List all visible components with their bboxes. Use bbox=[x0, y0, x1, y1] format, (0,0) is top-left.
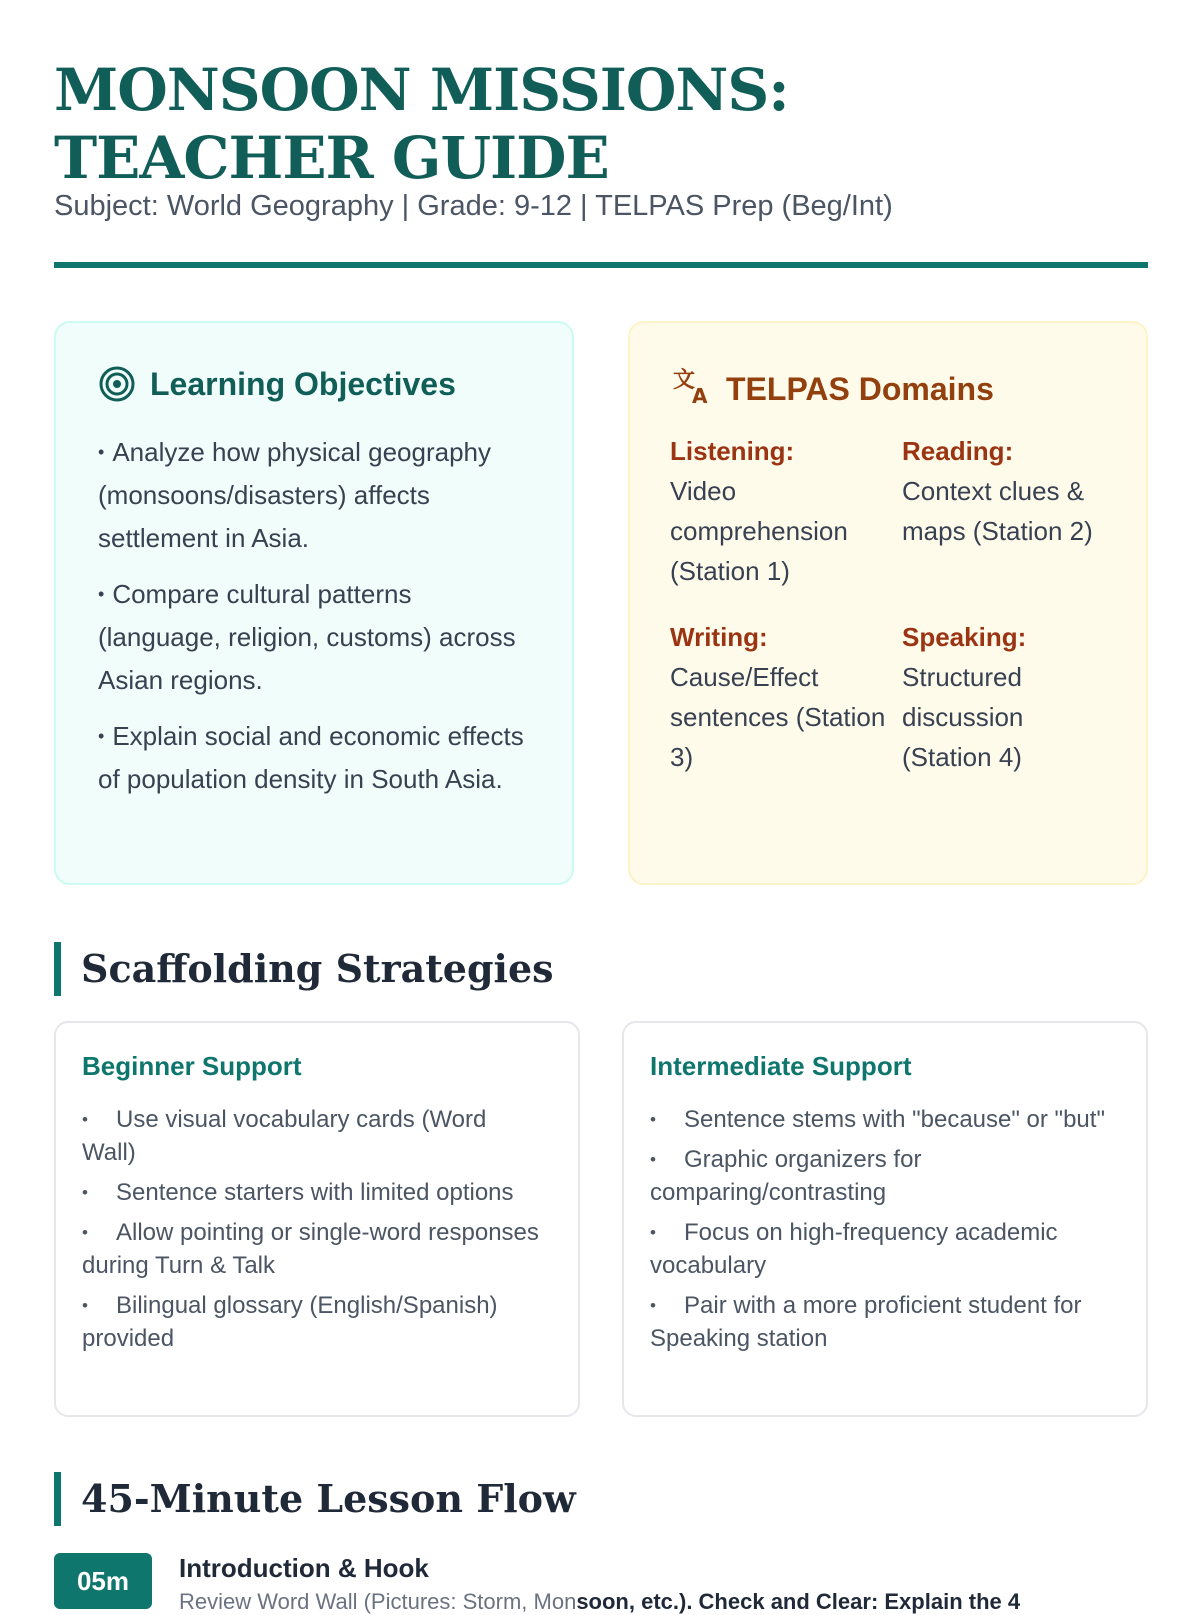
objective-item: • Analyze how physical geography (monsoons/disasters) affects settlement in Asia. bbox=[98, 437, 491, 553]
list-item: • Use visual vocabulary cards (Word Wall) bbox=[82, 1106, 487, 1166]
beginner-support-list bbox=[82, 1103, 542, 1362]
list-item: • Pair with a more proficient student for Speaking station bbox=[650, 1292, 1082, 1352]
objective-item: • Explain social and economic effects of population density in South Asia. bbox=[98, 721, 524, 794]
domain-speaking: Speaking: Structured discussion (Station 4) bbox=[902, 622, 1027, 772]
step-description: Review Word Wall (Pictures: Storm, Monsoon, etc.). Check and Clear: Explain the 4 bbox=[179, 1589, 1021, 1614]
telpas-domains-header bbox=[672, 365, 994, 413]
lesson-flow-heading: 45-Minute Lesson Flow bbox=[54, 1472, 576, 1526]
target-icon bbox=[98, 365, 136, 403]
header-divider bbox=[54, 262, 1148, 268]
telpas-domains-card bbox=[628, 321, 1148, 885]
domain-listening: Listening: Video comprehension (Station 1) bbox=[670, 436, 848, 586]
translate-icon bbox=[672, 365, 712, 413]
list-item: • Sentence stems with "because" or "but" bbox=[650, 1106, 1105, 1133]
time-badge: 05m bbox=[54, 1553, 152, 1609]
intermediate-support-list bbox=[650, 1103, 1110, 1362]
page-subtitle: Subject: World Geography | Grade: 9-12 | TELPAS Prep (Beg/Int) bbox=[54, 190, 893, 222]
objectives-list bbox=[98, 431, 538, 814]
telpas-domains-title: TELPAS Domains bbox=[726, 370, 994, 407]
learning-objectives-card bbox=[54, 321, 574, 885]
step-title: Introduction & Hook bbox=[179, 1553, 429, 1583]
learning-objectives-header bbox=[98, 365, 456, 403]
intermediate-support-title: Intermediate Support bbox=[650, 1051, 912, 1081]
domain-writing: Writing: Cause/Effect sentences (Station 3) bbox=[670, 622, 886, 772]
beginner-support-card bbox=[54, 1021, 580, 1417]
list-item: • Focus on high-frequency academic vocabulary bbox=[650, 1219, 1058, 1279]
list-item: • Allow pointing or single-word responses during Turn & Talk bbox=[82, 1219, 539, 1279]
page-title: MONSOON MISSIONS: TEACHER GUIDE bbox=[54, 56, 789, 192]
list-item: • Bilingual glossary (English/Spanish) provided bbox=[82, 1292, 498, 1352]
beginner-support-title: Beginner Support bbox=[82, 1051, 302, 1081]
learning-objectives-title: Learning Objectives bbox=[150, 365, 456, 402]
svg-text:文: 文 bbox=[673, 368, 696, 393]
list-item: • Graphic organizers for comparing/contrasting bbox=[650, 1146, 922, 1206]
list-item: • Sentence starters with limited options bbox=[82, 1179, 514, 1206]
svg-text:A: A bbox=[692, 384, 708, 405]
objective-item: • Compare cultural patterns (language, religion, customs) across Asian regions. bbox=[98, 579, 516, 695]
lesson-step bbox=[54, 1553, 1148, 1613]
domain-reading: Reading: Context clues & maps (Station 2) bbox=[902, 436, 1093, 546]
intermediate-support-card bbox=[622, 1021, 1148, 1417]
domains-grid bbox=[670, 431, 1120, 777]
scaffolding-heading: Scaffolding Strategies bbox=[54, 942, 554, 996]
